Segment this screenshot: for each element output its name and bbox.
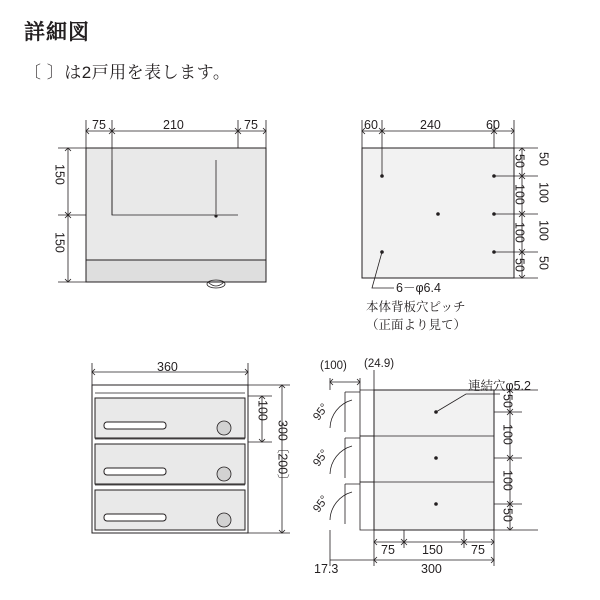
dim-br-top-right: (24.9) xyxy=(364,358,395,370)
callout-note-line2: （正面より見て） xyxy=(366,318,467,332)
dim-tr-right-outer-4: 50 xyxy=(536,256,551,270)
dim-tl-top-2: 210 xyxy=(163,118,184,132)
dim-tr-right-2: 100 xyxy=(512,184,527,205)
dim-bl-top: 360 xyxy=(157,360,178,374)
dim-tr-top-1: 60 xyxy=(364,118,378,132)
dim-tr-right-outer-1: 50 xyxy=(536,152,551,166)
dim-tr-top-3: 60 xyxy=(486,118,500,132)
dim-tr-right-1: 50 xyxy=(512,154,527,168)
dim-tr-right-3: 100 xyxy=(512,222,527,243)
angle-1: 95° xyxy=(311,401,332,423)
dim-br-bottom-1: 75 xyxy=(381,543,395,557)
dim-bl-right-outer: 300〔200〕 xyxy=(275,420,290,487)
dim-tl-left-2: 150 xyxy=(52,232,67,253)
dim-br-top-left: (100) xyxy=(320,360,347,372)
dim-tr-right-4: 50 xyxy=(512,258,527,272)
dim-br-right-4: 50 xyxy=(500,508,515,522)
dim-bl-right-inner: 100 xyxy=(255,400,270,421)
dim-tl-left-1: 150 xyxy=(52,164,67,185)
dim-tl-top-1: 75 xyxy=(92,118,106,132)
callout-link-hole: 連結穴φ5.2 xyxy=(468,379,531,393)
dim-tr-right-outer-3: 100 xyxy=(536,220,551,241)
page-title: 詳細図 xyxy=(24,21,90,44)
dim-br-bottom-3: 75 xyxy=(471,543,485,557)
dim-br-bottom-total: 300 xyxy=(421,562,442,576)
page-subtitle: 〔 〕は2戸用を表します。 xyxy=(24,63,231,82)
dim-br-bottom-offset: 17.3 xyxy=(314,562,339,576)
angle-3: 95° xyxy=(311,493,332,515)
dim-tr-right-outer-2: 100 xyxy=(536,182,551,203)
dim-tr-top-2: 240 xyxy=(420,118,441,132)
dim-tl-top-3: 75 xyxy=(244,118,258,132)
callout-note-line1: 本体背板穴ピッチ xyxy=(366,300,466,314)
dim-br-right-3: 100 xyxy=(500,470,515,491)
dim-br-right-1: 50 xyxy=(500,394,515,408)
dim-br-right-2: 100 xyxy=(500,424,515,445)
dim-br-bottom-2: 150 xyxy=(422,543,443,557)
angle-2: 95° xyxy=(311,447,332,469)
callout-hole-spec: 6－φ6.4 xyxy=(396,281,441,295)
